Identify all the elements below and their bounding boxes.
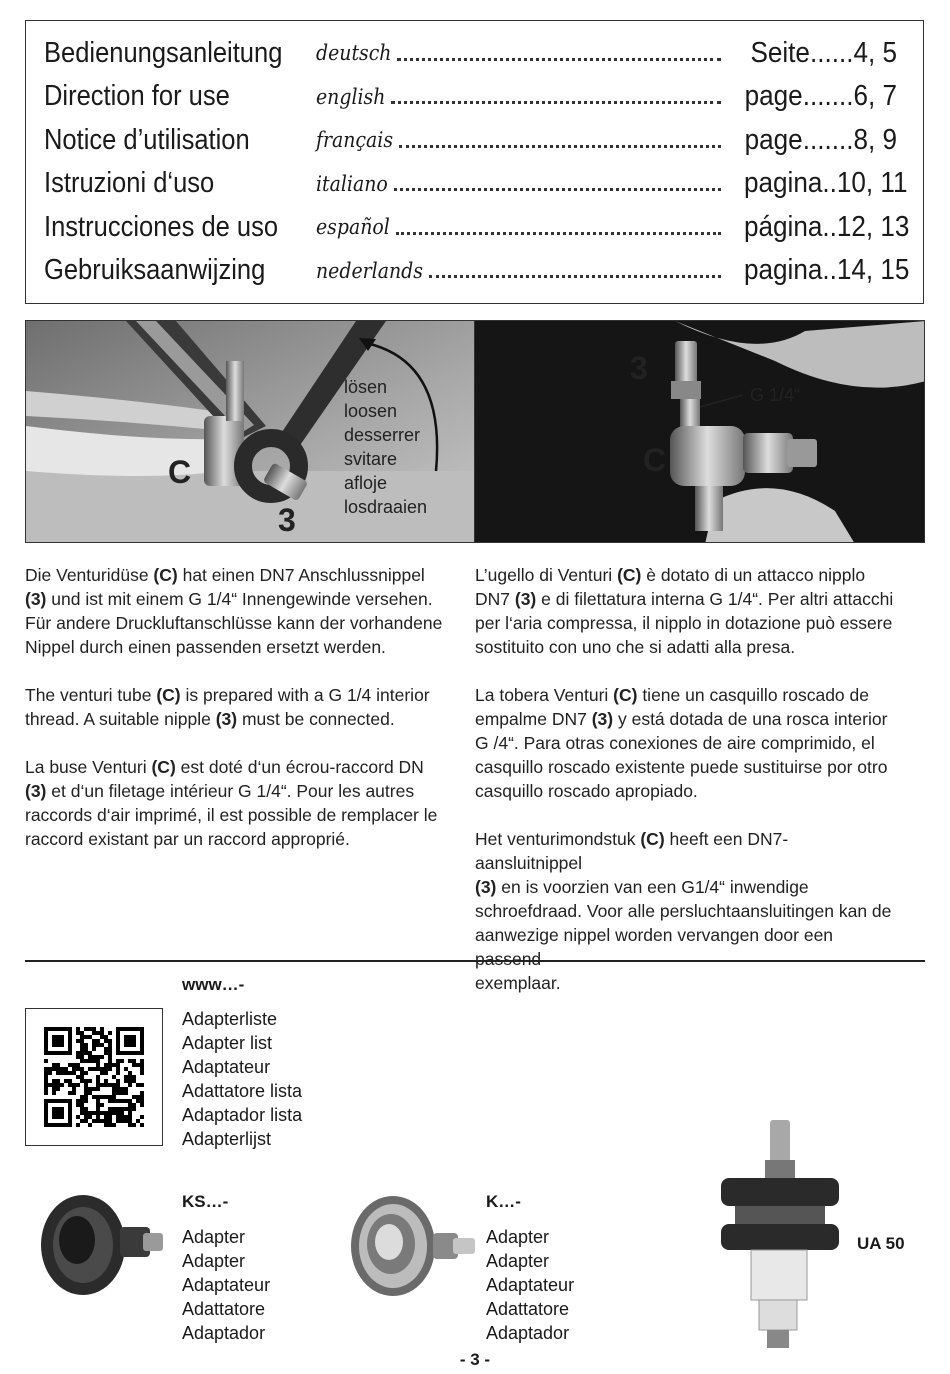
list-item: Adaptador (182, 1323, 266, 1343)
k-title: K…- (486, 1192, 521, 1211)
reference-label: (C) (617, 565, 642, 585)
loosen-label: lösen (344, 377, 388, 397)
toc-title: Direction for use (44, 80, 230, 112)
toc-row (44, 120, 897, 160)
label-c-left: C (168, 454, 192, 490)
qr-code-icon (26, 1009, 162, 1145)
toc-leader-dots (391, 89, 721, 104)
toc-language: français (316, 128, 394, 152)
page-number: - 3 - (459, 1350, 491, 1369)
toc-leader-dots (399, 133, 721, 148)
list-item: Adapter (182, 1251, 246, 1271)
loosen-label: loosen (344, 401, 398, 421)
photo-wrench-loosening (25, 320, 476, 543)
table-of-contents (25, 20, 924, 304)
list-item: Adaptateur (182, 1275, 271, 1295)
photo-venturi-nipple (474, 320, 925, 543)
toc-leader-dots (397, 46, 721, 61)
reference-label: (C) (153, 565, 178, 585)
loosen-label: losdraaien (344, 497, 428, 517)
label-3-right: 3 (630, 350, 648, 386)
loosen-labels (344, 375, 427, 519)
paragraph: La buse Venturi (C) est doté d‘un écrou-raccord DN (3) et d‘un filetage intérieur G 1/4“. Pour les autres raccords d‘air imprimé, il est possible de remplacer le raccord existant par un raccord approprié. (25, 757, 438, 849)
thread-label: G 1/4“ (750, 385, 801, 405)
list-item: Adapter (486, 1227, 550, 1247)
paragraph: Die Venturidüse (C) hat einen DN7 Anschlussnippel (3) und ist mit einem G 1/4“ Innengewinde versehen. Für andere Druckluftanschlüsse kann der vorhandene Nippel durch einen passenden ersetzt werden. (25, 565, 443, 657)
ks-labels (182, 1225, 270, 1345)
toc-leader-dots (396, 220, 721, 235)
toc-page-ref: page.......8, 9 (744, 123, 897, 156)
list-item: Adaptateur (486, 1275, 575, 1295)
list-item: Adapterliste (182, 1009, 278, 1029)
loosen-label: desserrer (344, 425, 421, 445)
list-item: Adaptateur (182, 1057, 271, 1077)
toc-language: english (316, 84, 386, 109)
toc-title: Instrucciones de uso (44, 210, 279, 243)
www-title: www…- (182, 975, 245, 994)
reference-label: (C) (156, 685, 181, 705)
list-item: Adapter (182, 1227, 246, 1247)
list-item: Adattatore (486, 1299, 570, 1319)
ks-title: KS…- (182, 1192, 229, 1211)
reference-label: (3) (25, 589, 47, 609)
list-item: Adapterlijst (182, 1129, 272, 1149)
k-labels (486, 1225, 574, 1345)
reference-label: (3) (591, 709, 614, 729)
list-item: Adapter (486, 1251, 550, 1271)
reference-label: (C) (640, 829, 665, 849)
label-c-right: C (643, 442, 667, 478)
reference-label: (3) (215, 709, 238, 729)
loosen-label: afloje (344, 473, 388, 493)
toc-row (44, 33, 897, 73)
list-item: Adaptador (486, 1323, 570, 1343)
toc-leader-dots (394, 176, 721, 191)
paragraph: The venturi tube (C) is prepared with a G 1/4 interior thread. A suitable nipple (3) must be connected. (25, 685, 430, 729)
toc-language: español (316, 215, 390, 239)
section-divider (25, 960, 925, 962)
toc-language: nederlands (316, 258, 423, 283)
toc-row (44, 251, 910, 291)
reference-label: (C) (151, 757, 176, 777)
reference-label: (C) (613, 685, 638, 705)
loosen-label: svitare (344, 449, 398, 469)
toc-page-ref: página..12, 13 (744, 210, 910, 243)
toc-title: Bedienungsanleitung (44, 36, 283, 69)
reference-label: (3) (514, 589, 537, 609)
toc-page-ref: Seite......4, 5 (750, 36, 897, 69)
toc-page-ref: pagina..10, 11 (744, 167, 908, 199)
paragraph: La tobera Venturi (C) tiene un casquillo roscado de empalme DN7 (3) y está dotada de una rosca interior G /4“. Para otras conexiones de aire comprimido, el casquillo roscado existente puede sustituirse por otro casquillo roscado apropiado. (475, 685, 888, 801)
toc-title: Gebruiksaanwijzing (44, 254, 266, 286)
list-item: Adattatore lista (182, 1081, 303, 1101)
toc-page-ref: page.......6, 7 (744, 80, 897, 112)
toc-title: Notice d’utilisation (44, 123, 250, 156)
reference-label: (3) (25, 781, 47, 801)
k-adapter-image (345, 1188, 480, 1303)
adapter-list-labels (182, 1007, 302, 1151)
list-item: Adattatore (182, 1299, 266, 1319)
ua50-label: UA 50 (857, 1234, 905, 1253)
toc-language: deutsch (316, 41, 392, 65)
ua50-adapter-image (715, 1120, 845, 1350)
toc-page-ref: pagina..14, 15 (744, 254, 910, 286)
toc-leader-dots (429, 263, 721, 278)
ks-adapter-image (35, 1185, 165, 1305)
toc-row (44, 207, 910, 247)
reference-label: (3) (475, 877, 497, 897)
venturi-photo-illustration (475, 321, 925, 543)
paragraph: Het venturimondstuk (C) heeft een DN7-aansluitnippel (3) en is voorzien van een G1/4“ inwendige schroefdraad. Voor alle persluchtaansluitingen kan de aanwezige nippel worden vervangen door een passend exemplaar. (475, 829, 892, 993)
toc-row (44, 164, 908, 204)
label-3-left: 3 (278, 502, 296, 538)
list-item: Adapter list (182, 1033, 273, 1053)
paragraph: L’ugello di Venturi (C) è dotato di un attacco nipplo DN7 (3) e di filettatura interna G 1/4“. Per altri attacchi per l‘aria compressa, il nipplo in dotazione può essere sostituito con uno che si adatti alla presa. (475, 565, 894, 657)
qr-code[interactable] (25, 1008, 163, 1146)
toc-title: Istruzioni d‘uso (44, 167, 215, 199)
toc-row (44, 77, 897, 117)
toc-language: italiano (316, 171, 388, 196)
list-item: Adaptador lista (182, 1105, 303, 1125)
